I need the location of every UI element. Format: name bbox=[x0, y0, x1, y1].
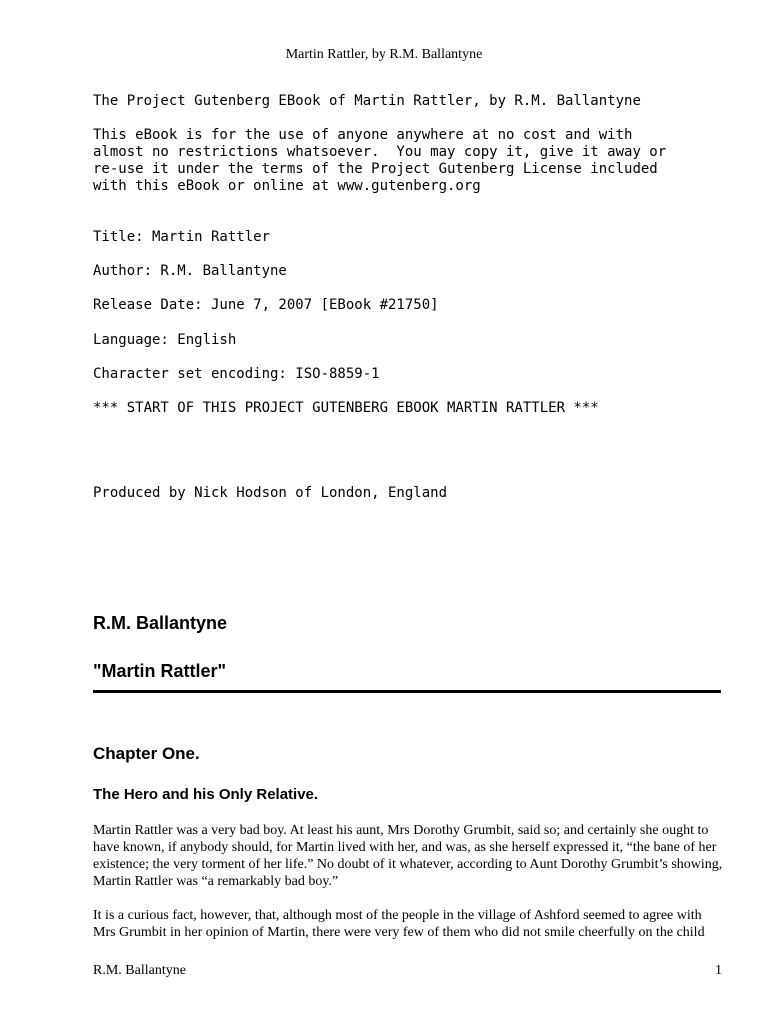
license-line: This eBook is for the use of anyone anywhere at no cost and with bbox=[93, 127, 633, 143]
start-marker: *** START OF THIS PROJECT GUTENBERG EBOOK MARTIN RATTLER *** bbox=[93, 400, 599, 416]
license-line: almost no restrictions whatsoever. You may copy it, give it away or bbox=[93, 144, 667, 160]
footer-author: R.M. Ballantyne bbox=[93, 963, 186, 978]
book-title: "Martin Rattler" bbox=[93, 661, 227, 681]
page-number: 1 bbox=[715, 963, 722, 978]
chapter-heading: Chapter One. bbox=[93, 744, 200, 763]
language-line: Language: English bbox=[93, 332, 237, 348]
ebook-line: The Project Gutenberg EBook of Martin Rattler, by R.M. Ballantyne bbox=[93, 93, 641, 109]
title-rule bbox=[93, 690, 721, 693]
encoding-line: Character set encoding: ISO-8859-1 bbox=[93, 366, 380, 382]
license-line: re-use it under the terms of the Project Gutenberg License included bbox=[93, 161, 658, 177]
author-line: Author: R.M. Ballantyne bbox=[93, 263, 287, 279]
paragraph: It is a curious fact, however, that, although most of the people in the village of Ashford seemed to agree with Mrs Grumbit in her opinion of Martin, there were very few of them who did not smile cheerfully on the child bbox=[93, 908, 705, 940]
paragraph: Martin Rattler was a very bad boy. At least his aunt, Mrs Dorothy Grumbit, said so; and certainly she ought to have known, if anybody should, for Martin lived with her, and was, as she herself expressed it, “the bane of her existence; the very torment of her life.” No doubt of it whatever, according to Aunt Dorothy Grumbit’s showing, Martin Rattler was “a remarkably bad boy.” bbox=[93, 823, 723, 889]
release-date-line: Release Date: June 7, 2007 [EBook #21750] bbox=[93, 297, 439, 313]
running-header: Martin Rattler, by R.M. Ballantyne bbox=[285, 47, 483, 62]
license-line: with this eBook or online at www.gutenberg.org bbox=[93, 178, 481, 194]
chapter-subtitle: The Hero and his Only Relative. bbox=[93, 786, 319, 803]
producer-line: Produced by Nick Hodson of London, England bbox=[93, 485, 448, 501]
book-author: R.M. Ballantyne bbox=[93, 613, 228, 633]
title-line: Title: Martin Rattler bbox=[93, 229, 271, 245]
